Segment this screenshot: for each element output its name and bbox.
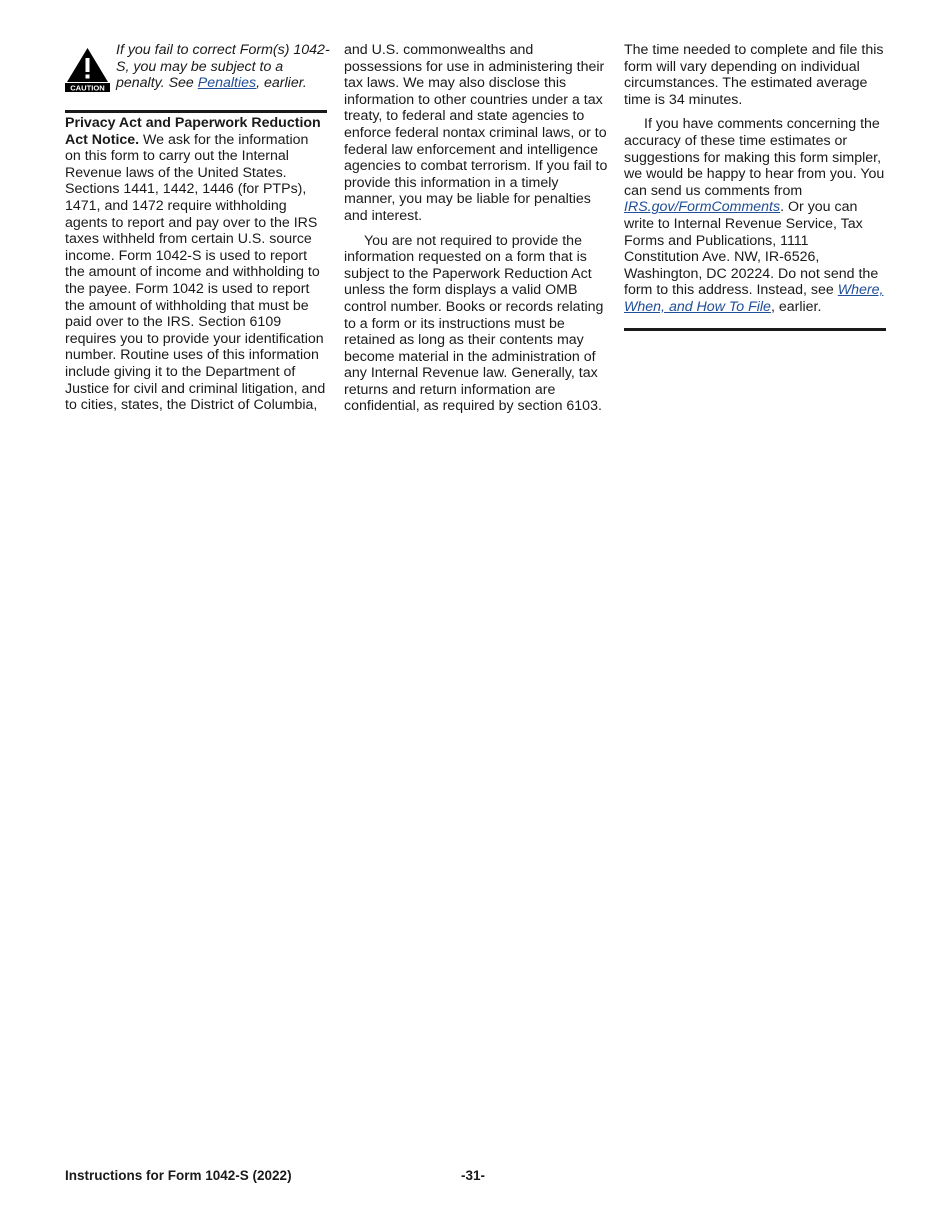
p4-text-middle: . Or you can write to Internal Revenue Service, Tax Forms and Publications, 1111 Constitution Ave. NW, IR-6526, Washington, DC 20224. Do not send the form to this address. Instead, see (624, 199, 879, 299)
footer-title: Instructions for Form 1042-S (2022) (65, 1168, 292, 1183)
privacy-paragraph-1 (65, 115, 327, 414)
privacy-p1-body: and U.S. commonwealths and possessions for use in administering their tax laws. We may also disclose this information to other countries under a tax treaty, to federal and state agencies to enforce federal nontax criminal laws, or to federal law enforcement and intelligence agencies to combat terrorism. If you fail to provide this information in a timely manner, you may be liable for penalties and interest. (344, 42, 608, 224)
column-2-body (344, 42, 608, 423)
column-1 (65, 42, 330, 119)
p4-text-after: , earlier. (770, 298, 822, 315)
caution-text-before: If you fail to correct Form(s) 1042-S, you may be subject to a penalty. See (116, 42, 330, 92)
p4-text-before: If you have comments concerning the accuracy of these time estimates or suggestions for making this form simpler, we would be happy to hear from you. You can send us comments from (624, 116, 885, 199)
form-comments-link[interactable]: IRS.gov/FormComments (624, 199, 781, 216)
privacy-p1-body: We ask for the information on this form to carry out the Internal Revenue laws of the United States. Sections 1441, 1442, 1446 (for PTPs), 1471, and 1472 require withholding agents to report and pay over to the IRS taxes withheld from certain U.S. source income. Form 1042-S is used to report the amount of income and withholding to the payee. Form 1042 is used to report the amount of withholding that must be paid over to the IRS. Section 6109 requires you to provide your identification number. Routine uses of this information include giving it to the Department of Justice for civil and criminal litigation, and to cities, states, the District of Columbia, (65, 131, 326, 414)
caution-text (116, 42, 330, 92)
page-number: -31- (461, 1168, 486, 1183)
column-1-body (65, 115, 327, 414)
privacy-paragraph-4 (624, 116, 886, 315)
caution-icon-label: CAUTION (70, 83, 105, 92)
end-rule (624, 328, 886, 331)
caution-warning-icon (65, 46, 110, 92)
privacy-paragraph-2: You are not required to provide the information requested on a form that is subject to the Paperwork Reduction Act unless the form displays a valid OMB control number. Books or records relating to a form or its instructions must be retained as long as their contents may become material in the administration of any Internal Revenue law. Generally, tax returns and return information are confidential, as required by section 6103. (344, 232, 604, 415)
privacy-paragraph-3: The time needed to complete and file this form will vary depending on individual circumstances. The estimated average time is 34 minutes. (624, 42, 884, 108)
section-divider (65, 110, 327, 113)
penalties-link[interactable]: Penalties (197, 75, 257, 92)
column-3-body (624, 42, 886, 337)
caution-text-after: , earlier. (256, 75, 307, 92)
caution-note (65, 42, 330, 102)
privacy-heading: Privacy Act and Paperwork Reduction Act Notice. (65, 115, 321, 148)
privacy-paragraph-1 (344, 42, 608, 225)
where-when-how-link[interactable]: Where, When, and How To File (624, 282, 884, 315)
